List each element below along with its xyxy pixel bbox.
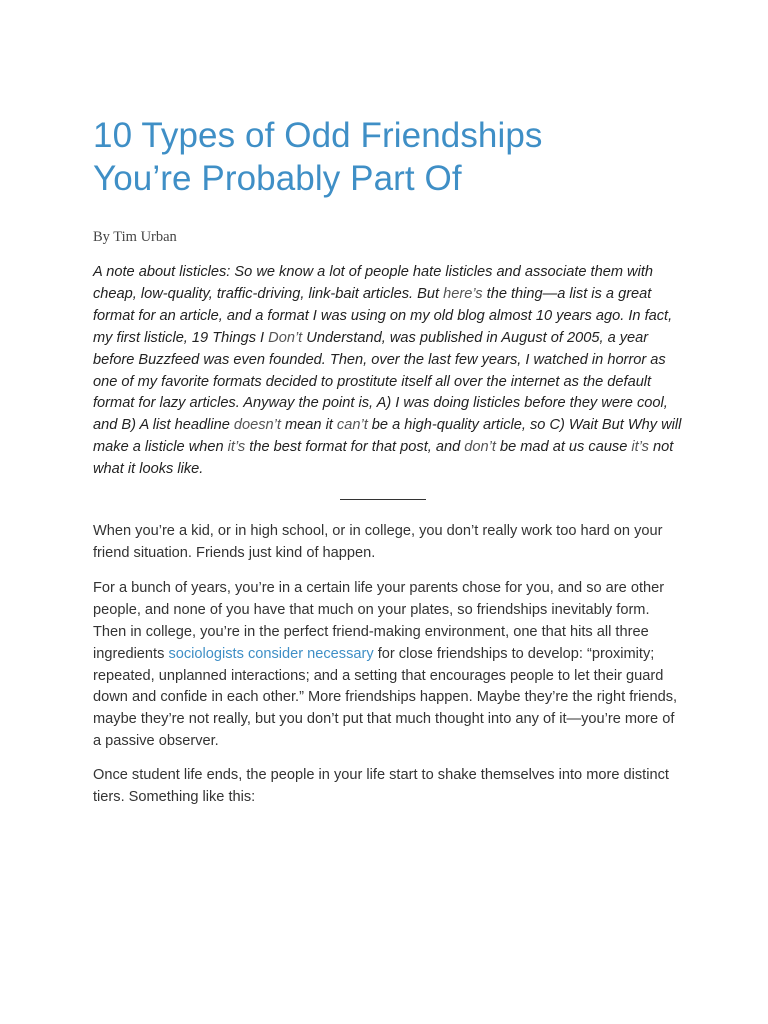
note-text: be mad at us cause [495, 439, 632, 456]
paragraph-text: for close friendships to develop: “proximity; repeated, unplanned interactions; and a setting that encourages people to let their guard down and confide in each other.” More friendships happen. Maybe they’re the right friends, maybe they’re not really, but you don’t put that much thought into any of it—you’re more of a passive observer. [93, 645, 678, 750]
note-text: the thing—a list is a great format for an article, and a format I was using on my old blog almost 10 years ago. In fact, my first listicle, 19 Things I [93, 285, 673, 346]
note-text: the best format for that post, and [245, 439, 465, 456]
article-title [93, 114, 683, 200]
paragraph-2 [93, 578, 683, 753]
note-text: Understand, was published in August of 2005, a year before Buzzfeed was even founded. Then, over the last few years, I watched in horror as one of my favorite formats decided to prostitute itself all over the internet as the default format for lazy articles. Anyway the point is, A) I was doing listicles before they were cool, and B) A list headline [93, 329, 668, 434]
note-text: can’t [336, 417, 368, 434]
note-text: don’t [464, 439, 496, 456]
note-text: it’s [631, 439, 649, 456]
paragraph-3: Once student life ends, the people in your life start to shake themselves into more distinct tiers. Something like this: [93, 767, 669, 806]
note-text: here’s [443, 285, 483, 302]
listicle-note [93, 262, 683, 481]
paragraph-text: For a bunch of years, you’re in a certain life your parents chose for you, and so are other people, and none of you have that much on your plates, so friendships inevitably form. Then in college, you’re in the perfect friend-making environment, one that hits all three ingredients [93, 579, 665, 662]
note-text: A note about listicles: So we know a lot of people hate listicles and associate them with cheap, low-quality, traffic-driving, link-bait articles. But [93, 264, 654, 302]
title-line-2: You’re Probably Part Of [93, 159, 462, 198]
article [93, 114, 683, 809]
note-text: be a high-quality article, so C) Wait But Why will make a listicle when [93, 417, 682, 456]
section-divider [340, 499, 426, 500]
note-text: doesn’t [233, 417, 281, 434]
title-line-1: 10 Types of Odd Friendships [93, 116, 543, 155]
paragraph-1: When you’re a kid, or in high school, or in college, you don’t really work too hard on your friend situation. Friends just kind of happen. [93, 523, 663, 561]
note-text: Don’t [268, 329, 303, 346]
sociologists-link[interactable]: sociologists consider necessary [168, 645, 374, 662]
note-text: not what it looks like. [93, 439, 674, 478]
byline: By Tim Urban [93, 229, 177, 245]
note-text: mean it [280, 417, 337, 434]
note-text: it’s [227, 439, 246, 456]
